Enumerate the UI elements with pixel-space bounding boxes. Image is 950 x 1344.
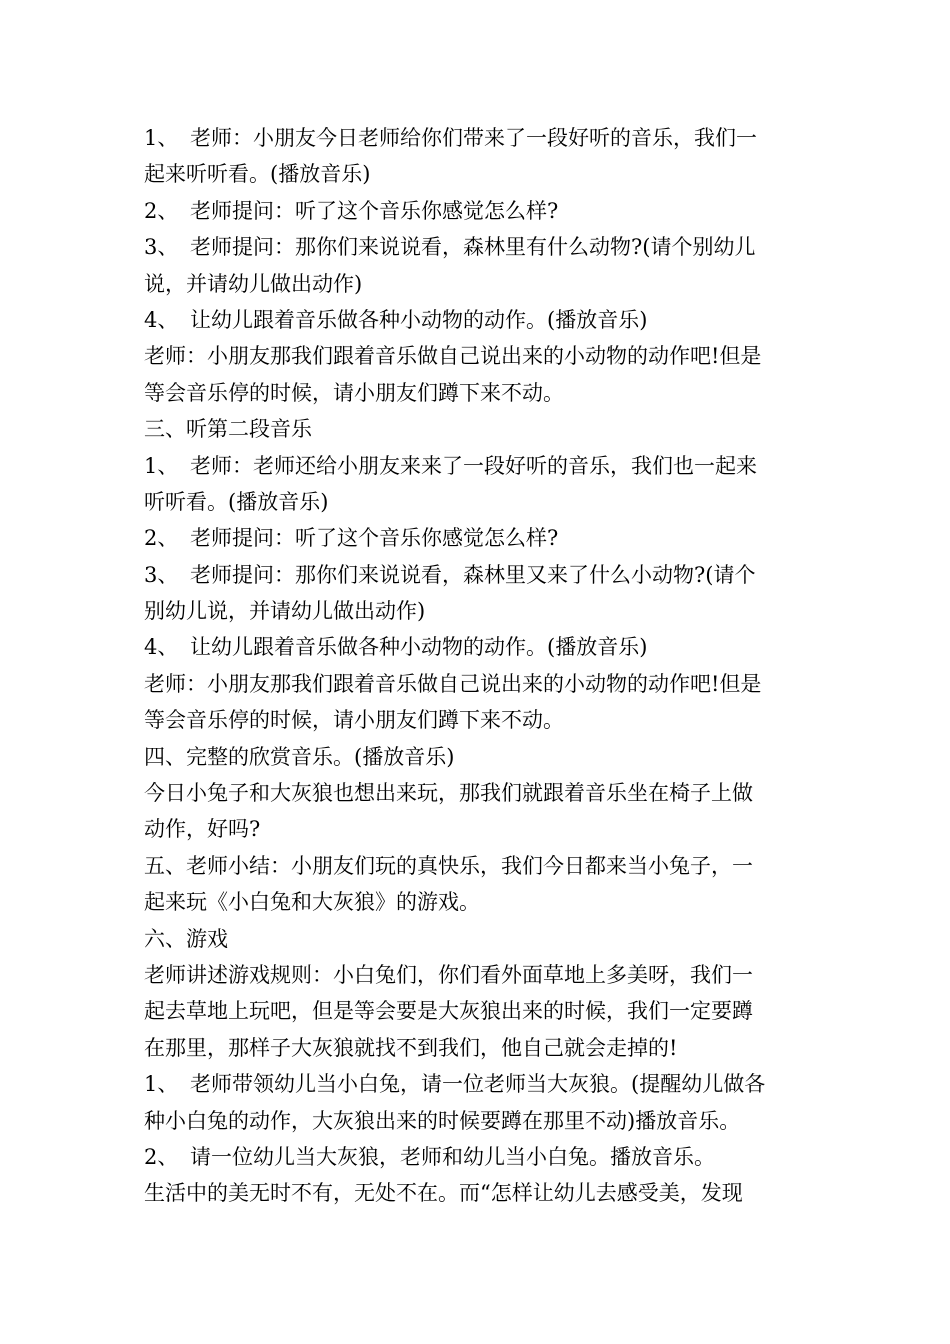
list-number: 1、 bbox=[144, 453, 179, 478]
line-text: 老师提问：听了这个音乐你感觉怎么样? bbox=[190, 198, 559, 223]
line-text: 老师讲述游戏规则：小白兔们，你们看外面草地上多美呀，我们一 bbox=[144, 962, 753, 987]
document-body bbox=[144, 120, 809, 1212]
list-number: 1、 bbox=[144, 126, 179, 150]
list-number: 2、 bbox=[144, 1144, 179, 1169]
text-line bbox=[144, 448, 809, 484]
line-text: 等会音乐停的时候，请小朋友们蹲下来不动。 bbox=[144, 708, 564, 733]
text-line bbox=[144, 302, 809, 338]
text-line bbox=[144, 921, 809, 957]
line-text: 起来玩《小白兔和大灰狼》的游戏。 bbox=[144, 890, 480, 915]
line-text: 老师：小朋友今日老师给你们带来了一段好听的音乐，我们一 bbox=[190, 126, 757, 150]
line-text: 听听看。(播放音乐) bbox=[144, 489, 329, 514]
text-line bbox=[144, 702, 809, 738]
text-line bbox=[144, 557, 809, 593]
list-number: 2、 bbox=[144, 526, 179, 551]
text-line bbox=[144, 993, 809, 1029]
list-number: 4、 bbox=[144, 307, 179, 332]
text-line bbox=[144, 775, 809, 811]
line-text: 老师：老师还给小朋友来来了一段好听的音乐，我们也一起来 bbox=[190, 453, 757, 478]
text-line bbox=[144, 156, 809, 192]
line-text: 让幼儿跟着音乐做各种小动物的动作。(播放音乐) bbox=[190, 307, 648, 332]
line-text: 三、听第二段音乐 bbox=[144, 417, 312, 442]
line-text: 五、老师小结：小朋友们玩的真快乐，我们今日都来当小兔子，一 bbox=[144, 853, 753, 878]
text-line bbox=[144, 375, 809, 411]
list-number: 3、 bbox=[144, 562, 179, 587]
line-text: 让幼儿跟着音乐做各种小动物的动作。(播放音乐) bbox=[190, 635, 648, 660]
text-line bbox=[144, 266, 809, 302]
line-text: 起去草地上玩吧，但是等会要是大灰狼出来的时候，我们一定要蹲 bbox=[144, 999, 753, 1024]
text-line bbox=[144, 957, 809, 993]
text-line bbox=[144, 848, 809, 884]
text-line bbox=[144, 739, 809, 775]
line-text: 起来听听看。(播放音乐) bbox=[144, 162, 371, 187]
line-text: 生活中的美无时不有，无处不在。而“怎样让幼儿去感受美，发现 bbox=[144, 1181, 743, 1206]
line-text: 请一位幼儿当大灰狼，老师和幼儿当小白兔。播放音乐。 bbox=[190, 1144, 715, 1169]
text-line bbox=[144, 593, 809, 629]
list-number: 3、 bbox=[144, 235, 179, 260]
line-text: 种小白兔的动作，大灰狼出来的时候要蹲在那里不动)播放音乐。 bbox=[144, 1108, 741, 1133]
text-line bbox=[144, 884, 809, 920]
list-number: 1、 bbox=[144, 1072, 179, 1097]
text-line bbox=[144, 484, 809, 520]
line-text: 动作，好吗? bbox=[144, 817, 261, 842]
text-line bbox=[144, 1030, 809, 1066]
text-line bbox=[144, 193, 809, 229]
text-line bbox=[144, 120, 809, 156]
line-text: 老师：小朋友那我们跟着音乐做自己说出来的小动物的动作吧!但是 bbox=[144, 344, 762, 369]
line-text: 等会音乐停的时候，请小朋友们蹲下来不动。 bbox=[144, 380, 564, 405]
list-number: 2、 bbox=[144, 198, 179, 223]
text-line bbox=[144, 1066, 809, 1102]
text-line bbox=[144, 629, 809, 665]
line-text: 六、游戏 bbox=[144, 926, 228, 951]
line-text: 说，并请幼儿做出动作) bbox=[144, 271, 363, 296]
line-text: 别幼儿说，并请幼儿做出动作) bbox=[144, 599, 426, 624]
line-text: 老师提问：那你们来说说看，森林里有什么动物?(请个别幼儿 bbox=[190, 235, 756, 260]
text-line bbox=[144, 1175, 809, 1211]
text-line bbox=[144, 411, 809, 447]
line-text: 老师提问：听了这个音乐你感觉怎么样? bbox=[190, 526, 559, 551]
text-line bbox=[144, 666, 809, 702]
text-line bbox=[144, 1139, 809, 1175]
list-number: 4、 bbox=[144, 635, 179, 660]
line-text: 在那里，那样子大灰狼就找不到我们，他自己就会走掉的! bbox=[144, 1035, 678, 1060]
line-text: 今日小兔子和大灰狼也想出来玩，那我们就跟着音乐坐在椅子上做 bbox=[144, 781, 753, 806]
text-line bbox=[144, 338, 809, 374]
text-line bbox=[144, 1103, 809, 1139]
text-line bbox=[144, 520, 809, 556]
line-text: 四、完整的欣赏音乐。(播放音乐) bbox=[144, 744, 455, 769]
line-text: 老师带领幼儿当小白兔，请一位老师当大灰狼。(提醒幼儿做各 bbox=[190, 1072, 766, 1097]
text-line bbox=[144, 811, 809, 847]
text-line bbox=[144, 229, 809, 265]
line-text: 老师提问：那你们来说说看，森林里又来了什么小动物?(请个 bbox=[190, 562, 756, 587]
line-text: 老师：小朋友那我们跟着音乐做自己说出来的小动物的动作吧!但是 bbox=[144, 671, 762, 696]
